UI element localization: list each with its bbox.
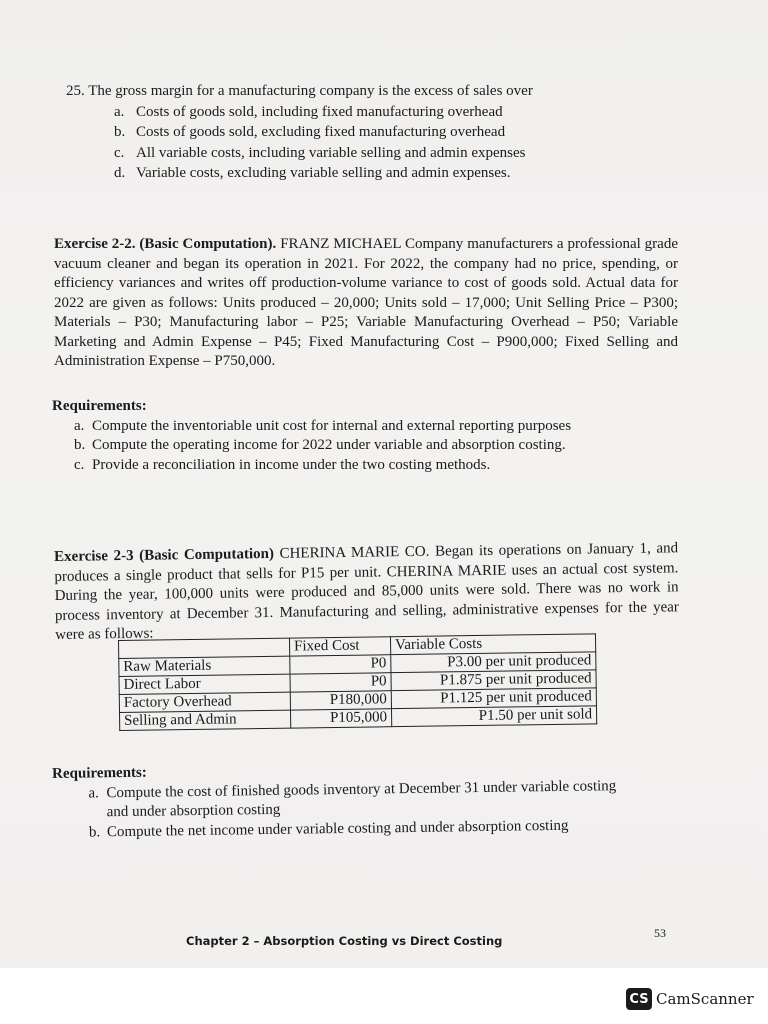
cost-item: Raw Materials xyxy=(119,656,290,676)
table-header-variable: Variable Costs xyxy=(390,634,595,655)
requirement-c: c. Provide a reconciliation in income under the two costing methods. xyxy=(74,456,491,473)
cost-item: Selling and Admin xyxy=(120,710,291,730)
option-b: b. Costs of goods sold, excluding fixed manufacturing overhead xyxy=(114,124,506,140)
requirements-title: Requirements: xyxy=(52,764,147,782)
exercise-heading: Exercise 2-2. (Basic Computation). xyxy=(54,236,277,252)
question-25 xyxy=(66,82,626,184)
requirement-a: a. Compute the cost of finished goods inventory at December 31 under variable costing xyxy=(88,777,617,801)
page-number: 53 xyxy=(654,926,666,940)
requirement-a: a. Compute the inventoriable unit cost for internal and external reporting purposes xyxy=(74,417,572,434)
fixed-cost: P180,000 xyxy=(290,691,391,710)
table-header-fixed: Fixed Cost xyxy=(289,637,390,656)
requirement-b: b. Compute the net income under variable costing and under absorption costing xyxy=(88,817,569,840)
option-d: d. Variable costs, excluding variable selling and admin expenses. xyxy=(114,165,511,181)
fixed-cost: P105,000 xyxy=(290,709,391,728)
exercise-2-3 xyxy=(54,539,679,645)
requirement-b: b. Compute the operating income for 2022 under variable and absorption costing. xyxy=(74,437,566,453)
exercise-2-2 xyxy=(54,235,678,372)
table-header-item xyxy=(119,638,290,658)
exercise-body: CHERINA MARIE CO. Began its operations on January 1, and produces a single product that sells for P15 per unit. CHERINA MARIE uses an actual cost system. During the year, 100,000 units were produced and 85,000 units were sold. There was no work in process inventory at December 31. Manufacturing and selling, administrative expenses for the year were as follows: xyxy=(54,540,679,643)
camscanner-label: CamScanner xyxy=(656,990,754,1008)
camscanner-watermark xyxy=(626,988,754,1010)
exercise-heading: Exercise 2-3 (Basic Computation) xyxy=(54,545,275,565)
variable-cost: P1.125 per unit produced xyxy=(391,688,596,709)
requirements-title: Requirements: xyxy=(52,398,147,414)
option-c: c. All variable costs, including variable selling and admin expenses xyxy=(114,144,526,161)
cost-item: Factory Overhead xyxy=(119,692,290,712)
exercise-2-3-requirements xyxy=(52,756,693,843)
cost-item: Direct Labor xyxy=(119,674,290,694)
cost-table xyxy=(118,633,597,731)
option-a: a. Costs of goods sold, including fixed manufacturing overhead xyxy=(114,103,503,120)
fixed-cost: P0 xyxy=(290,655,391,674)
variable-cost: P3.00 per unit produced xyxy=(391,652,596,673)
fixed-cost: P0 xyxy=(290,673,391,692)
chapter-footer: Chapter 2 – Absorption Costing vs Direct Costing xyxy=(186,934,503,948)
exercise-body: FRANZ MICHAEL Company manufacturers a professional grade vacuum cleaner and began its operation in 2021. For 2022, the company had no price, spending, or efficiency variances and writes off production-volume variance to cost of goods sold. Actual data for 2022 are given as follows: Units produced – 20,000; Units sold – 17,000; Unit Selling Price – P300; Materials – P30; Manufacturing labor – P25; Variable Manufacturing Overhead – P50; Variable Marketing and Admin Expense – P45; Fixed Manufacturing Cost – P900,000; Fixed Selling and Administration Expense – P750,000. xyxy=(54,236,678,369)
exercise-2-2-requirements xyxy=(52,397,692,475)
variable-cost: P1.50 per unit sold xyxy=(391,706,596,727)
camscanner-logo-icon: CS xyxy=(626,988,652,1010)
question-stem: 25. The gross margin for a manufacturing company is the excess of sales over xyxy=(66,83,533,99)
requirement-a-continued: and under absorption costing xyxy=(106,801,281,821)
variable-cost: P1.875 per unit produced xyxy=(391,670,596,691)
